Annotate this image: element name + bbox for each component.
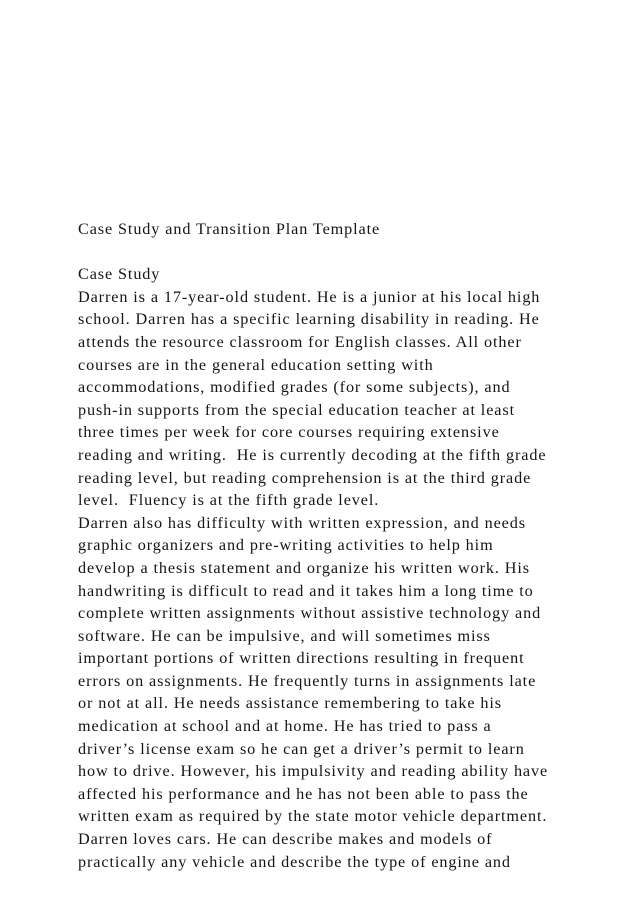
- body-text-line: errors on assignments. He frequently turns in assignments late: [78, 671, 537, 690]
- body-text: [78, 286, 598, 873]
- body-text-line: important portions of written directions resulting in frequent: [78, 649, 525, 668]
- body-text-line: push-in supports from the special education teacher at least: [78, 400, 515, 419]
- body-text-line: accommodations, modified grades (for some subjects), and: [78, 378, 511, 397]
- body-text-line: reading level, but reading comprehension is at the third grade: [78, 468, 532, 487]
- body-text-line: Darren is a 17-year-old student. He is a junior at his local high: [78, 287, 541, 306]
- body-text-line: affected his performance and he has not been able to pass the: [78, 784, 529, 803]
- body-text-line: handwriting is difficult to read and it takes him a long time to: [78, 581, 534, 600]
- body-text-line: practically any vehicle and describe the type of engine and: [78, 852, 511, 871]
- body-text-line: attends the resource classroom for English classes. All other: [78, 332, 522, 351]
- body-text-line: reading and writing. He is currently decoding at the fifth grade: [78, 445, 547, 464]
- document-title: Case Study and Transition Plan Template: [78, 220, 381, 238]
- body-text-line: Darren loves cars. He can describe makes and models of: [78, 830, 493, 849]
- section-heading: Case Study: [78, 265, 161, 284]
- document-body: [78, 218, 598, 873]
- body-text-line: written exam as required by the state motor vehicle department.: [78, 807, 548, 826]
- body-text-line: level. Fluency is at the fifth grade level.: [78, 491, 380, 510]
- blank-line: [78, 241, 598, 264]
- body-text-line: courses are in the general education setting with: [78, 355, 434, 374]
- body-text-line: develop a thesis statement and organize his written work. His: [78, 558, 530, 577]
- body-text-line: three times per week for core courses requiring extensive: [78, 423, 500, 442]
- body-text-line: medication at school and at home. He has tried to pass a: [78, 717, 492, 736]
- body-text-line: software. He can be impulsive, and will sometimes miss: [78, 626, 491, 645]
- body-text-line: or not at all. He needs assistance remembering to take his: [78, 694, 502, 713]
- body-text-line: how to drive. However, his impulsivity and reading ability have: [78, 762, 549, 781]
- body-text-line: graphic organizers and pre-writing activities to help him: [78, 536, 494, 555]
- body-text-line: complete written assignments without assistive technology and: [78, 604, 542, 623]
- body-text-line: driver’s license exam so he can get a driver’s permit to learn: [78, 739, 525, 758]
- body-text-line: school. Darren has a specific learning disability in reading. He: [78, 310, 540, 329]
- body-text-line: Darren also has difficulty with written expression, and needs: [78, 513, 526, 532]
